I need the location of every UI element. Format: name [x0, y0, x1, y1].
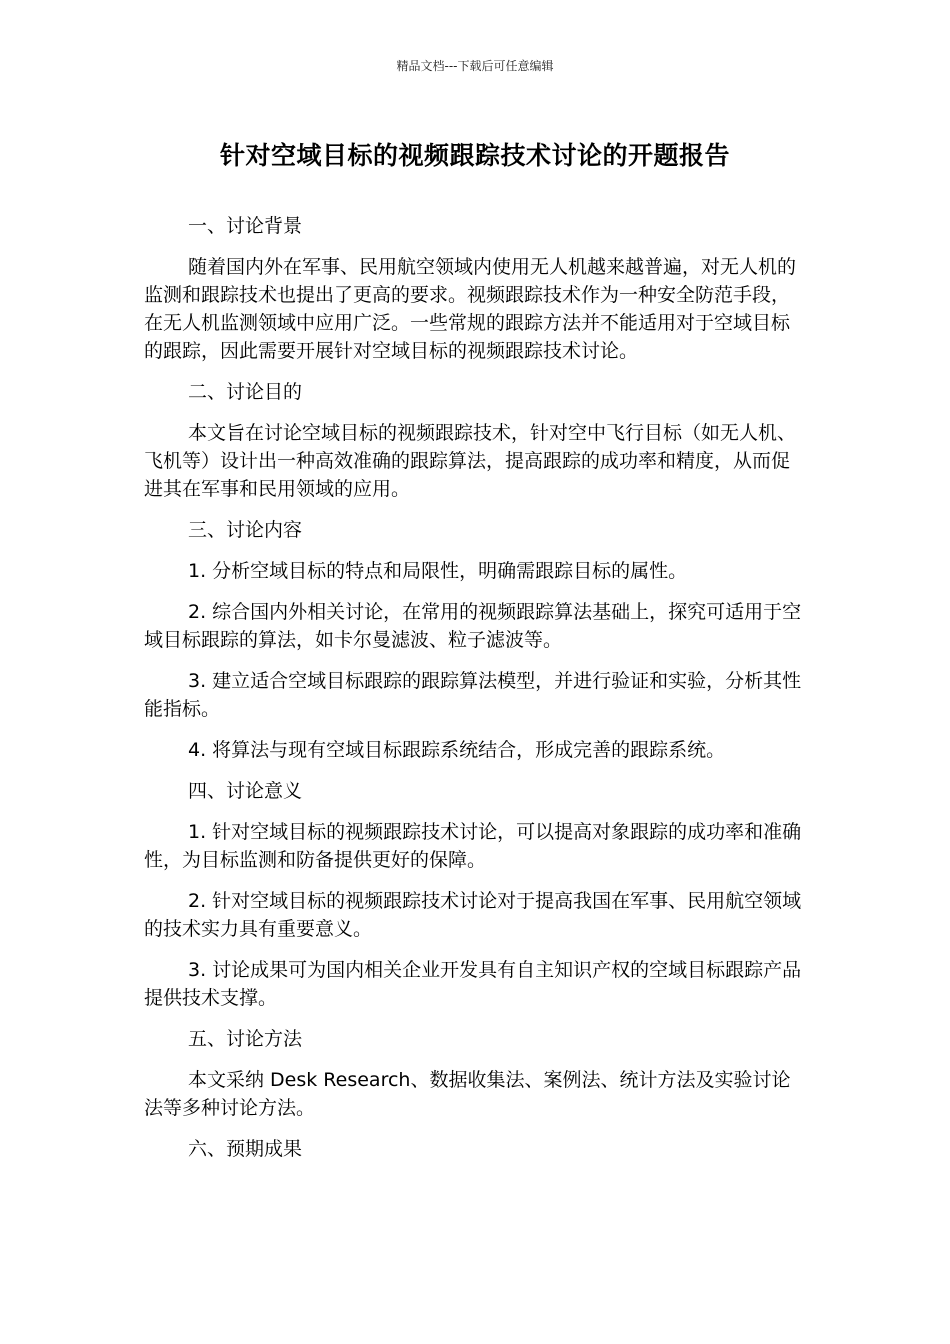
- paragraph-purpose: 本文旨在讨论空域目标的视频跟踪技术，针对空中飞行目标（如无人机、飞机等）设计出一种高效准确的跟踪算法，提高跟踪的成功率和精度，从而促进其在军事和民用领域的应用。: [144, 422, 797, 500]
- document-title: 针对空域目标的视频跟踪技术讨论的开题报告: [219, 141, 730, 170]
- section-heading-methods: 五、讨论方法: [188, 1028, 303, 1050]
- document-body: [144, 212, 808, 1176]
- section-heading-content: 三、讨论内容: [188, 519, 303, 541]
- list-item-content-4: 4. 将算法与现有空域目标跟踪系统结合，形成完善的跟踪系统。: [188, 739, 726, 761]
- list-item-significance-1: 1. 针对空域目标的视频跟踪技术讨论，可以提高对象跟踪的成功率和准确性，为目标监测和防备提供更好的保障。: [144, 821, 802, 871]
- header-note: 精品文档---下载后可任意编辑: [396, 59, 554, 73]
- section-heading-expected-results: 六、预期成果: [188, 1138, 303, 1160]
- section-heading-background: 一、讨论背景: [188, 215, 303, 237]
- paragraph-background: 随着国内外在军事、民用航空领域内使用无人机越来越普遍，对无人机的监测和跟踪技术也提出了更高的要求。视频跟踪技术作为一种安全防范手段，在无人机监测领域中应用广泛。一些常规的跟踪方法并不能适用对于空域目标的跟踪，因此需要开展针对空域目标的视频跟踪技术讨论。: [144, 256, 797, 362]
- list-item-content-3: 3. 建立适合空域目标跟踪的跟踪算法模型，并进行验证和实验，分析其性能指标。: [144, 670, 802, 720]
- paragraph-methods: 本文采纳 Desk Research、数据收集法、案例法、统计方法及实验讨论法等多种讨论方法。: [144, 1069, 791, 1119]
- list-item-significance-2: 2. 针对空域目标的视频跟踪技术讨论对于提高我国在军事、民用航空领域的技术实力具有重要意义。: [144, 890, 802, 940]
- list-item-content-2: 2. 综合国内外相关讨论，在常用的视频跟踪算法基础上，探究可适用于空域目标跟踪的算法，如卡尔曼滤波、粒子滤波等。: [144, 601, 802, 651]
- section-heading-significance: 四、讨论意义: [188, 780, 303, 802]
- list-item-significance-3: 3. 讨论成果可为国内相关企业开发具有自主知识产权的空域目标跟踪产品提供技术支撑。: [144, 959, 802, 1009]
- section-heading-purpose: 二、讨论目的: [188, 381, 303, 403]
- list-item-content-1: 1. 分析空域目标的特点和局限性，明确需跟踪目标的属性。: [188, 560, 688, 582]
